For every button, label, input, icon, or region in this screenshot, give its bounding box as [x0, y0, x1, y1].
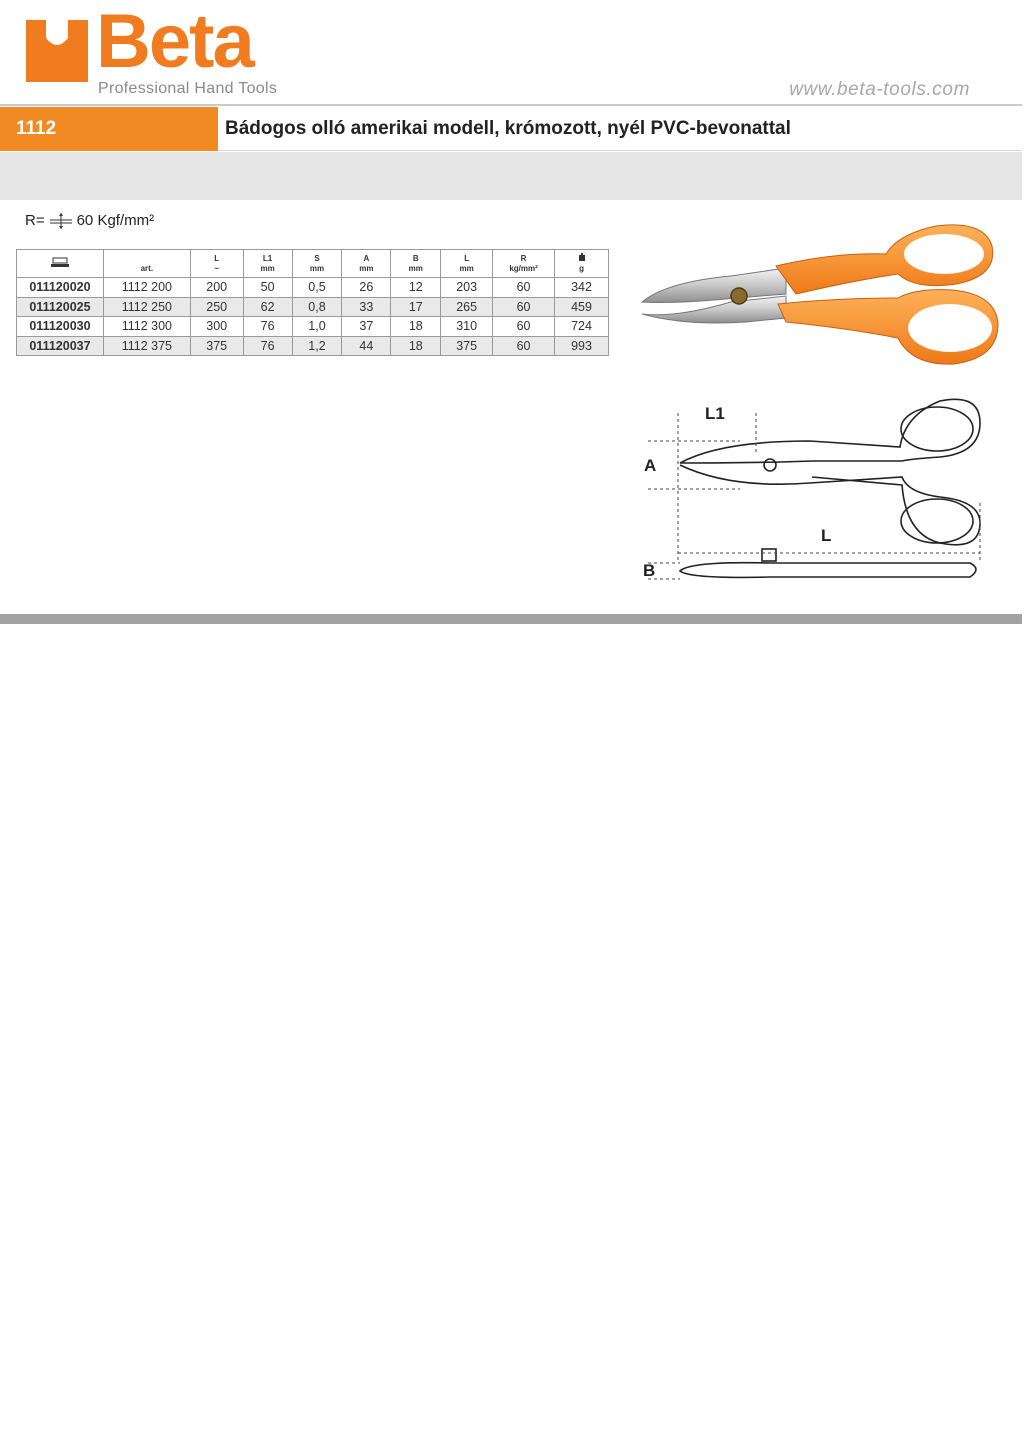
header-art: art. [103, 250, 190, 278]
cell-a: 37 [342, 317, 391, 337]
cell-a: 44 [342, 336, 391, 356]
product-code: 1112 [0, 107, 218, 151]
label-l1: L1 [705, 404, 725, 423]
cell-l1: 76 [243, 336, 292, 356]
header-a: A mm [342, 250, 391, 278]
cell-b: 12 [391, 278, 441, 298]
cell-l-approx: 250 [190, 297, 243, 317]
table-row [17, 317, 609, 337]
spec-table [16, 249, 609, 356]
cell-art: 1112 200 [103, 278, 190, 298]
cell-l1: 62 [243, 297, 292, 317]
cell-l-approx: 300 [190, 317, 243, 337]
cell-l: 310 [441, 317, 493, 337]
cell-weight: 459 [555, 297, 609, 317]
cell-s: 1,0 [292, 317, 342, 337]
cell-l: 203 [441, 278, 493, 298]
title-divider [218, 150, 1022, 151]
header-s: S mm [292, 250, 342, 278]
label-a: A [644, 456, 657, 475]
cell-weight: 724 [555, 317, 609, 337]
label-b: B [643, 561, 656, 580]
header-weight: g [555, 250, 609, 278]
cell-s: 0,8 [292, 297, 342, 317]
barcode-icon [51, 257, 69, 267]
cell-b: 18 [391, 336, 441, 356]
cell-s: 0,5 [292, 278, 342, 298]
cell-l: 375 [441, 336, 493, 356]
cell-r: 60 [493, 297, 555, 317]
metal-sheet-icon [49, 213, 73, 229]
cell-l1: 76 [243, 317, 292, 337]
resistance-value: 60 Kgf/mm² [76, 212, 155, 229]
table-row [17, 297, 609, 317]
cell-l-approx: 200 [190, 278, 243, 298]
cell-s: 1,2 [292, 336, 342, 356]
tin-snips-photo [636, 218, 1002, 378]
table-row [17, 278, 609, 298]
cell-art: 1112 375 [103, 336, 190, 356]
table-header-row [17, 250, 609, 278]
weight-icon [578, 253, 586, 261]
cell-r: 60 [493, 336, 555, 356]
brand-name: Beta [96, 0, 253, 84]
website-link[interactable]: www.beta-tools.com [789, 79, 970, 100]
cell-weight: 993 [555, 336, 609, 356]
cell-code: 011120025 [17, 297, 104, 317]
cell-art: 1112 300 [103, 317, 190, 337]
cell-l1: 50 [243, 278, 292, 298]
header-l: L mm [441, 250, 493, 278]
gray-band [0, 152, 1022, 200]
cell-art: 1112 250 [103, 297, 190, 317]
header-code [17, 250, 104, 278]
dimension-drawing [640, 393, 990, 593]
label-l: L [821, 526, 832, 545]
footer-divider [0, 614, 1022, 624]
header-l1: L1 mm [243, 250, 292, 278]
header-l-approx: L ~ [190, 250, 243, 278]
table-row [17, 336, 609, 356]
cell-b: 18 [391, 317, 441, 337]
brand-tagline: Professional Hand Tools [98, 80, 278, 97]
cell-l-approx: 375 [190, 336, 243, 356]
cell-code: 011120037 [17, 336, 104, 356]
resistance-spec [25, 212, 154, 229]
product-title: Bádogos olló amerikai modell, krómozott, nyél PVC-bevonattal [225, 118, 791, 139]
wrench-logo-icon [24, 18, 90, 84]
header-b: B mm [391, 250, 441, 278]
cell-a: 26 [342, 278, 391, 298]
cell-weight: 342 [555, 278, 609, 298]
resistance-prefix: R= [25, 212, 45, 229]
cell-code: 011120030 [17, 317, 104, 337]
cell-code: 011120020 [17, 278, 104, 298]
cell-r: 60 [493, 317, 555, 337]
beta-logo [24, 0, 294, 102]
cell-l: 265 [441, 297, 493, 317]
cell-r: 60 [493, 278, 555, 298]
cell-a: 33 [342, 297, 391, 317]
header-divider [0, 104, 1022, 106]
header-r: R kg/mm² [493, 250, 555, 278]
cell-b: 17 [391, 297, 441, 317]
